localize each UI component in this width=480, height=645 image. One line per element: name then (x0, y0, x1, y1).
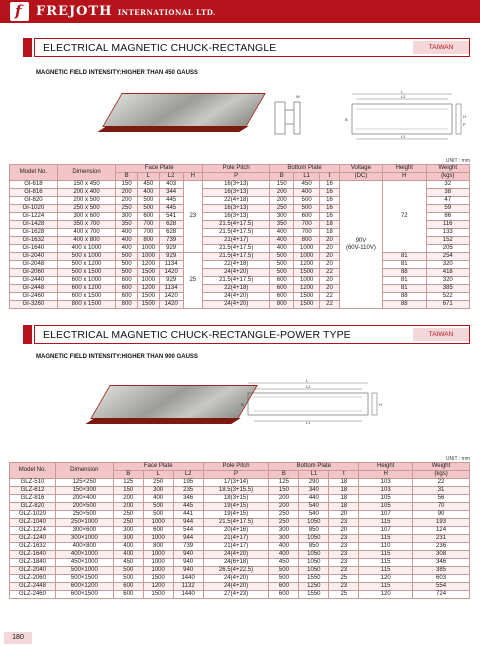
table-row: GLZ-2040 500×1000 500 1000 940 26.5(4+22.5) 500 1050 23 115 385 (10, 567, 470, 575)
table-row: GLZ-2448 600×1200 600 1200 1132 24(4+20) 600 1250 23 115 554 (10, 583, 470, 591)
spec-table-power: Model No. Dimension Face Plate Pole Pitch Bottom Plate Height Weight B L L2 P B L1 t H (kgs) GLZ-510 125×250 125 250 195 17(3+14) 125 290 18 103 22 GLZ-612 150×300 150 300 235 18.5(3+15.5) 150 340 18 103 31 GLZ-816 200×400 200 400 346 18(3+15) 200 440 18 105 56 GLZ-820 200×500 200 500 445 19(4+15) 200 540 18 105 70 GLZ-1020 250×500 250 500 441 19(4+15) 250 540 20 107 90 GLZ-1040 250×1000 250 1000 944 21.5(4+17.5) 250 1050 23 115 193 GLZ-1224 300×600 300 600 544 20(4+16) 300 850 20 107 124 GLZ-1240 300×1000 300 1000 944 21(4+17) 300 1050 23 115 231 GLZ-1632 400×800 400 800 739 21(4+17) 400 850 23 110 236 GLZ-1640 400×1000 400 1000 940 24(4+20) 400 1050 23 115 308 GLZ-1840 450×1000 450 1000 940 24(6+18) 450 1050 23 115 346 GLZ-2040 500×1000 500 1000 940 26.5(4+22.5) 500 1050 23 115 385 GLZ-2060 500×1500 500 1500 1440 24(4+20) 500 1550 25 120 603 GLZ-2448 600×1200 600 1200 1132 24(4+20) 600 1250 23 115 554 GLZ-2460 600×1500 600 1500 1440 27(4+23) 600 1550 25 120 724 (9, 462, 470, 599)
label-l2: L2 (306, 384, 311, 389)
field-intensity-note: MAGNETIC FIELD INTENSITY:HIGHER THAN 450 GAUSS (36, 70, 198, 76)
table-row: GLZ-1224 300×600 300 600 544 20(4+16) 300 850 20 107 124 (10, 527, 470, 535)
label-l2: L2 (401, 94, 406, 99)
voltage-cell: 90V (60V-110V) (339, 181, 382, 309)
table-row: GLZ-2460 600×1500 600 1500 1440 27(4+23) 600 1550 25 120 724 (10, 591, 470, 599)
label-l1: L1 (306, 420, 311, 425)
table-row: GI-820 200 x 500 200 500 445 22(4+18) 200 500 16 47 (10, 197, 470, 205)
col-voltage: Voltage (339, 165, 382, 173)
brand-name: FREJOTH INTERNATIONAL LTD. (36, 4, 216, 19)
section-marker (23, 38, 32, 57)
col-face-plate: Face Plate (113, 463, 203, 471)
col-face-plate: Face Plate (116, 165, 203, 173)
table-row: GI-2048 500 x 1200 500 1200 1134 22(4+18) 500 1200 20 81 320 (10, 261, 470, 269)
table-row: GI-2060 500 x 1500 500 1500 1420 24(4+20) 500 1500 22 88 418 (10, 269, 470, 277)
col-bottom-plate: Bottom Plate (270, 165, 339, 173)
table-row: GLZ-1040 250×1000 250 1000 944 21.5(4+17.5) 250 1050 23 115 193 (10, 519, 470, 527)
country-badge: TAIWAN (413, 328, 469, 341)
table-row: GI-2448 600 x 1200 600 1200 1134 22(4+18) 600 1200 20 81 385 (10, 285, 470, 293)
col-pole-pitch: Pole Pitch (203, 463, 269, 471)
label-l1: L1 (401, 134, 406, 139)
label-l: L (401, 89, 404, 94)
col-model: Model No. (10, 463, 56, 479)
table-row: GI-2040 500 x 1000 500 1000 929 25 21.5(4+17.5) 500 1000 20 81 254 (10, 253, 470, 261)
label-w: W (296, 94, 300, 99)
table-row: GLZ-510 125×250 125 250 195 17(3+14) 125 290 18 103 22 (10, 479, 470, 487)
table-row: GI-618 150 x 450 150 450 403 23 16(3+13) 150 450 16 90V (60V-110V) 72 32 (10, 181, 470, 189)
label-l: L (306, 379, 309, 383)
col-pole-pitch: Pole Pitch (203, 165, 270, 173)
dimension-diagram-power (228, 379, 388, 425)
table-row: GI-1224 300 x 600 300 600 541 16(3+13) 300 600 16 86 (10, 213, 470, 221)
table-row: GI-2460 600 x 1500 600 1500 1420 24(4+20) 600 1500 22 88 522 (10, 293, 470, 301)
page-header (0, 0, 480, 23)
table-row: GI-1640 400 x 1000 400 1000 929 21.5(4+17.5) 400 1000 20 205 (10, 245, 470, 253)
section-title-bar-power (34, 325, 470, 344)
table-row: GI-1020 250 x 500 250 500 445 16(3+13) 250 500 16 59 (10, 205, 470, 213)
table-row: GLZ-612 150×300 150 300 235 18.5(3+15.5) 150 340 18 103 31 (10, 487, 470, 495)
section-title: ELECTRICAL MAGNETIC CHUCK-RECTANGLE-POWER TYPE (43, 329, 351, 341)
table-row: GI-1632 400 x 800 400 800 739 21(4+17) 400 800 20 152 (10, 237, 470, 245)
table-row: GI-3260 800 x 1500 800 1500 1420 24(4+20) 800 1500 22 88 671 (10, 301, 470, 309)
label-h: H (379, 402, 382, 407)
table-row: GLZ-1840 450×1000 450 1000 940 24(6+18) 450 1050 23 115 346 (10, 559, 470, 567)
table-row: GI-1428 350 x 700 350 700 628 21.5(4+17.5) 350 700 18 116 (10, 221, 470, 229)
page-number: 180 (4, 632, 32, 644)
table-row: GI-816 200 x 400 200 400 344 16(3+13) 200 400 16 38 (10, 189, 470, 197)
section-title: ELECTRICAL MAGNETIC CHUCK-RECTANGLE (43, 42, 277, 54)
label-b: B (241, 402, 244, 407)
table-row: GLZ-816 200×400 200 400 346 18(3+15) 200 440 18 105 56 (10, 495, 470, 503)
col-weight: Weight (413, 463, 470, 471)
dimension-diagram (272, 88, 472, 140)
col-height: Height (359, 463, 413, 471)
col-dimension: Dimension (57, 165, 116, 181)
company-logo: f (10, 2, 29, 21)
section-marker (23, 325, 32, 344)
table-row: GI-2440 600 x 1000 600 1000 929 21.5(4+17.5) 600 1000 20 81 320 (10, 277, 470, 285)
col-bottom-plate: Bottom Plate (269, 463, 359, 471)
col-model: Model No. (10, 165, 58, 181)
col-height: Height (383, 165, 426, 173)
table-row: GLZ-2060 500×1500 500 1500 1440 24(4+20) 500 1550 25 120 603 (10, 575, 470, 583)
table-row: GLZ-1640 400×1000 400 1000 940 24(4+20) 400 1050 23 115 308 (10, 551, 470, 559)
table-row: GI-1628 400 x 700 400 700 628 21.5(4+17.5) 400 700 18 133 (10, 229, 470, 237)
unit-note: UNIT : mm (445, 158, 470, 164)
label-h: H (463, 114, 466, 119)
section-title-bar (34, 38, 470, 57)
spec-table-standard: Model No. Dimension Face Plate Pole Pitch Bottom Plate Voltage Height Weight B L L2 H P B L1 t (DC) H (kgs) GI-618 150 x 450 150 450 403 23 16(3+13) 150 450 16 90V (60V-110V) 72 32 GI-816 200 x 400 200 400 344 16(3+13) 200 400 16 38 GI-820 200 x 500 200 500 445 22(4+18) 200 500 16 47 GI-1020 250 x 500 250 500 445 16(3+13) 250 500 16 59 GI-1224 300 x 600 300 600 541 16(3+13) 300 600 16 86 GI-1428 350 x 700 350 700 628 21.5(4+17.5) 350 700 18 116 GI-1628 400 x 700 400 700 628 21.5(4+17.5) 400 700 18 133 GI-1632 400 x 800 400 800 739 21(4+17) 400 800 20 152 GI-1640 400 x 1000 400 1000 929 21.5(4+17.5) 400 1000 20 205 GI-2040 500 x 1000 500 1000 929 25 21.5(4+17.5) 500 1000 20 81 254 GI-2048 500 x 1200 500 1200 1134 22(4+18) 500 1200 20 81 320 GI-2060 500 x 1500 500 1500 1420 24(4+20) 500 1500 22 88 418 GI-2440 600 x 1000 600 1000 929 21.5(4+17.5) 600 1000 20 81 320 GI-2448 600 x 1200 600 1200 1134 22(4+18) 600 1200 20 81 385 GI-2460 600 x 1500 600 1500 1420 24(4+20) 600 1500 22 88 522 GI-3260 800 x 1500 800 1500 1420 24(4+20) 800 1500 22 88 671 (9, 164, 470, 309)
country-badge: TAIWAN (413, 41, 469, 54)
table-row: GLZ-1632 400×800 400 800 739 21(4+17) 400 850 23 110 236 (10, 543, 470, 551)
product-image-chuck (102, 93, 266, 127)
table-row: GLZ-1020 250×500 250 500 441 19(4+15) 250 540 20 107 90 (10, 511, 470, 519)
field-intensity-note: MAGNETIC FIELD INTENSITY:HIGHER THAN 900 GAUSS (36, 354, 198, 360)
label-p: P (463, 122, 466, 127)
col-weight: Weight (426, 165, 470, 173)
label-b: B (345, 117, 348, 122)
table-row: GLZ-1240 300×1000 300 1000 944 21(4+17) 300 1050 23 115 231 (10, 535, 470, 543)
unit-note: UNIT : mm (445, 456, 470, 462)
col-dimension: Dimension (55, 463, 113, 479)
table-row: GLZ-820 200×500 200 500 445 19(4+15) 200 540 18 105 70 (10, 503, 470, 511)
